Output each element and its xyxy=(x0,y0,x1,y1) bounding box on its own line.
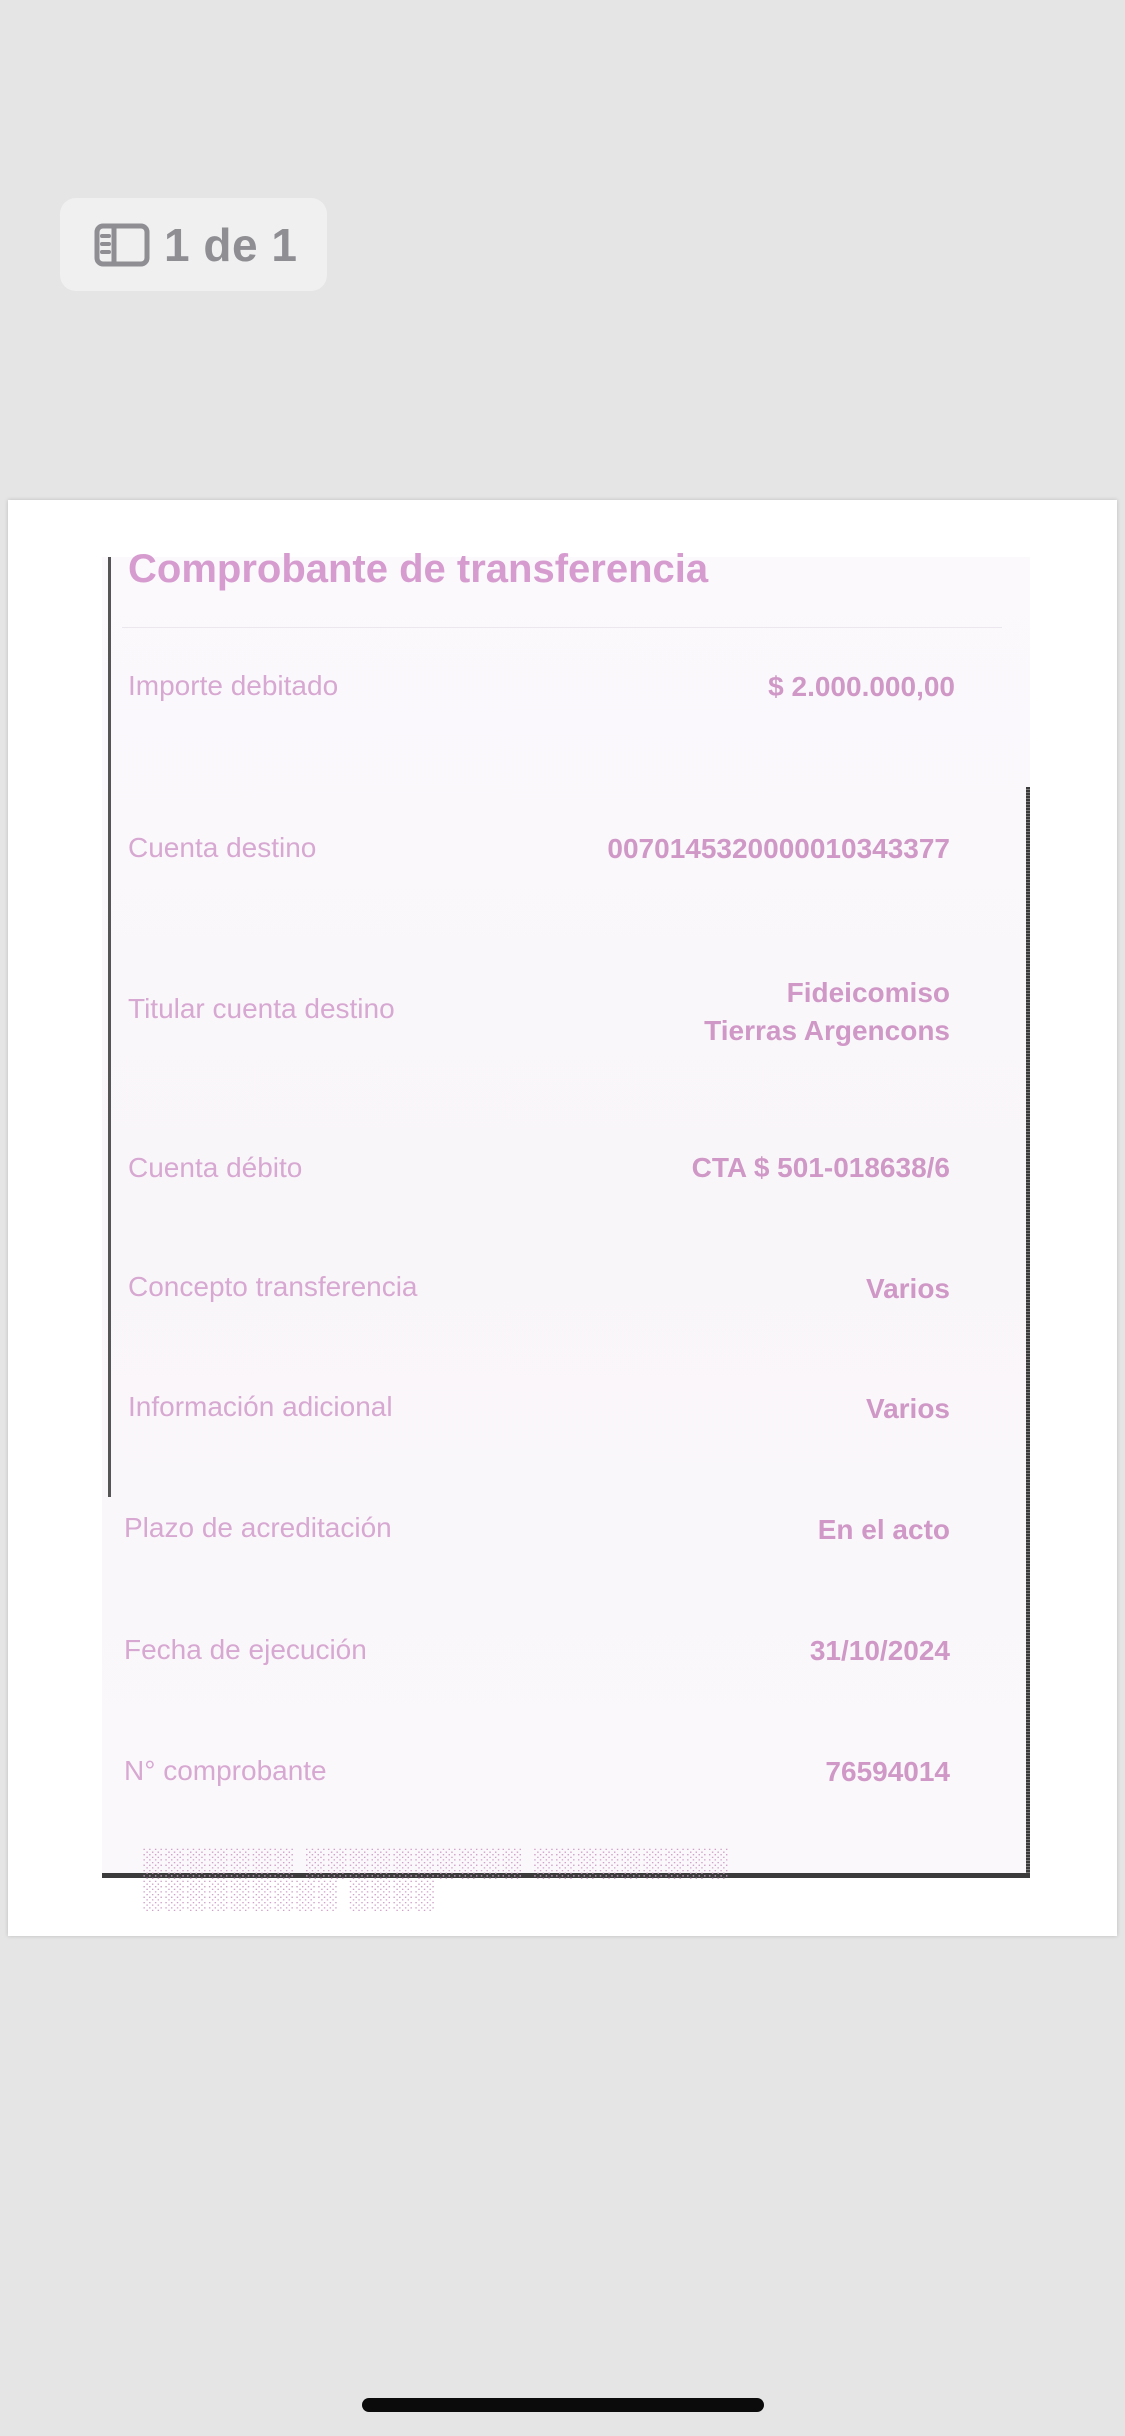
page-indicator-button[interactable] xyxy=(60,198,327,291)
value-importe-debitado: $ 2.000.000,00 xyxy=(768,671,955,702)
label-fecha-ejecucion: Fecha de ejecución xyxy=(124,1634,367,1665)
document-page[interactable] xyxy=(8,500,1117,1936)
label-cuenta-debito: Cuenta débito xyxy=(128,1152,303,1183)
value-titular-line1: Fideicomiso xyxy=(786,977,950,1008)
value-plazo-acreditacion: En el acto xyxy=(817,1514,950,1545)
value-informacion-adicional: Varios xyxy=(865,1393,950,1424)
header-divider xyxy=(122,627,1002,628)
value-titular-line2: Tierras Argencons xyxy=(704,1015,950,1046)
home-indicator[interactable] xyxy=(362,2398,764,2412)
value-concepto-transferencia: Varios xyxy=(865,1273,950,1304)
label-cuenta-destino: Cuenta destino xyxy=(128,832,317,863)
value-cuenta-destino: 0070145320000010343377 xyxy=(607,833,950,864)
page-indicator-label: 1 de 1 xyxy=(164,218,298,271)
label-concepto-transferencia: Concepto transferencia xyxy=(128,1271,418,1302)
value-numero-comprobante: 76594014 xyxy=(825,1756,950,1787)
scan-edge xyxy=(1026,787,1030,1878)
label-plazo-acreditacion: Plazo de acreditación xyxy=(124,1512,392,1543)
label-importe-debitado: Importe debitado xyxy=(128,670,339,701)
value-fecha-ejecucion: 31/10/2024 xyxy=(809,1635,950,1666)
scanned-receipt xyxy=(102,547,1030,1910)
cut-off-text: ░░░░░░░ ░░░░░░░░░░ ░░░░░░░░░ ░░░░░░░░░ ░░░░ xyxy=(142,1847,730,1910)
sidebar-icon xyxy=(94,223,150,267)
label-informacion-adicional: Información adicional xyxy=(128,1391,393,1422)
label-titular-cuenta-destino: Titular cuenta destino xyxy=(128,993,395,1024)
scan-edge xyxy=(108,557,111,1497)
label-numero-comprobante: N° comprobante xyxy=(124,1755,327,1786)
receipt-title: Comprobante de transferencia xyxy=(128,547,709,591)
value-cuenta-debito: CTA $ 501-018638/6 xyxy=(691,1152,950,1183)
